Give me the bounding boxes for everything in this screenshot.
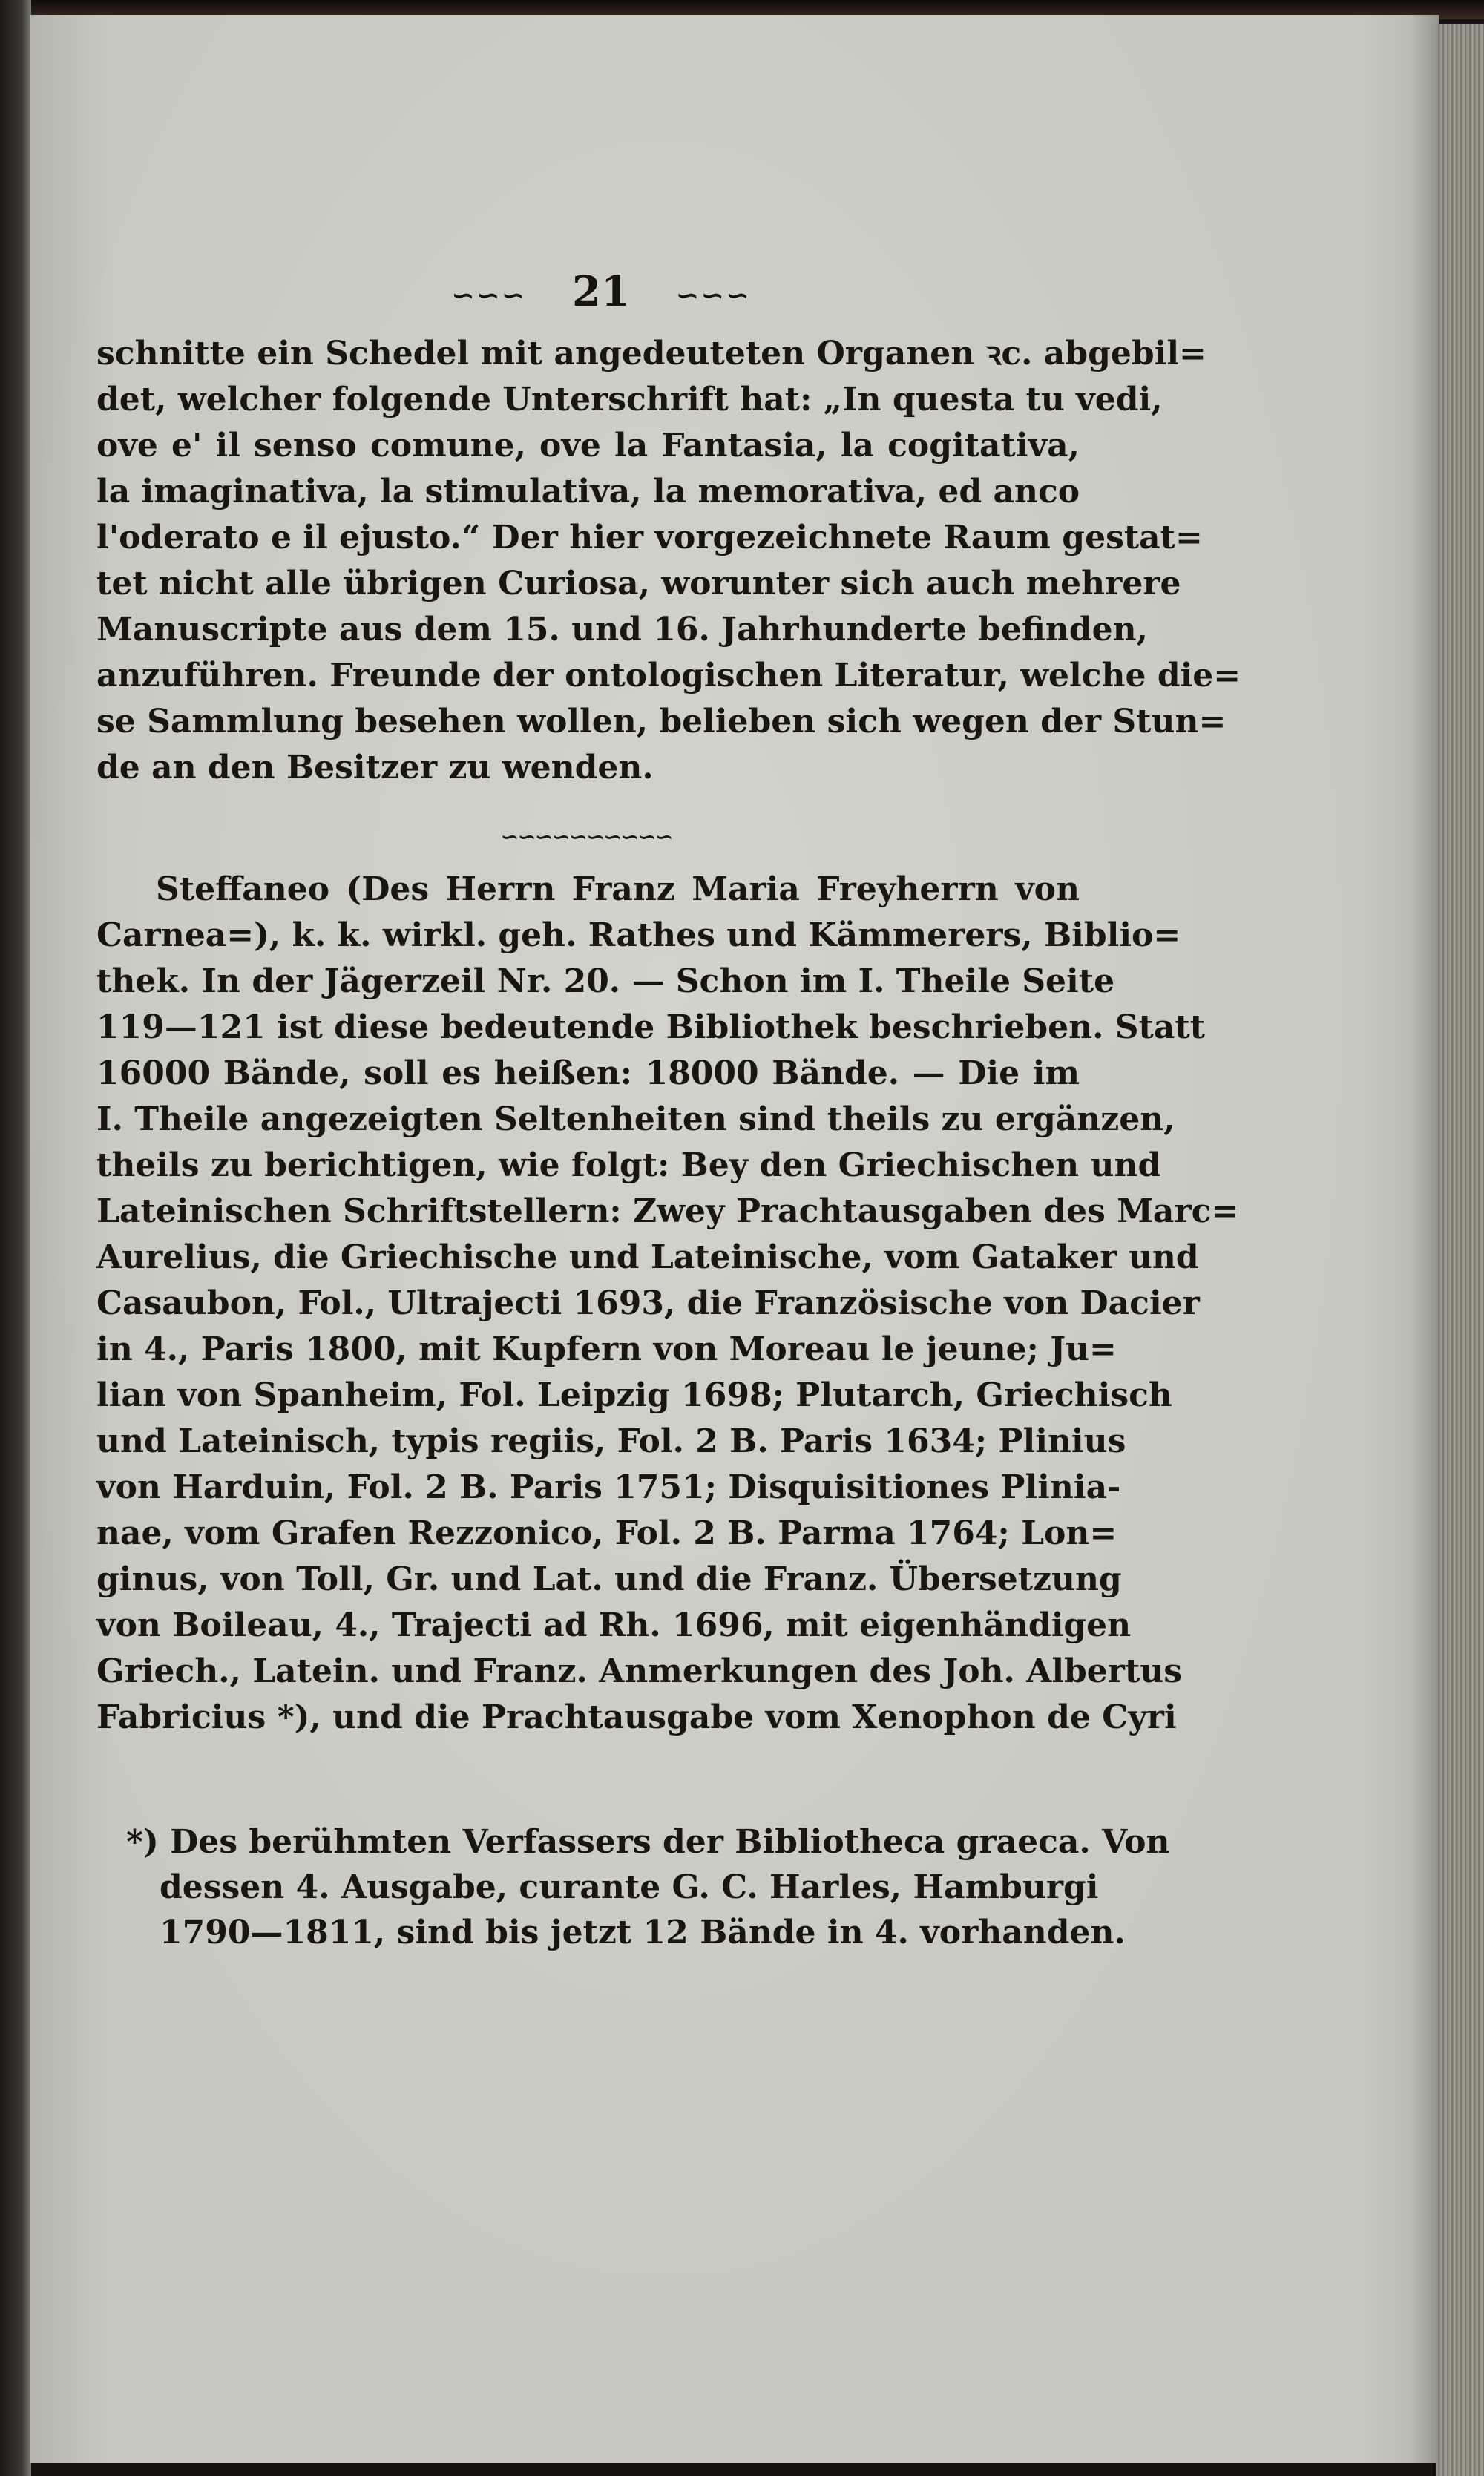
text-line: l'oderato e il ejusto.“ Der hier vorgezeichnete Raum gestat= xyxy=(96,519,1203,556)
text-line: Steffaneo (Des Herrn Franz Maria Freyherrn von xyxy=(156,870,1080,908)
text-line: Casaubon, Fol., Ultrajecti 1693, die Französische von Dacier xyxy=(96,1284,1200,1322)
text-line: von Harduin, Fol. 2 B. Paris 1751; Disquisitiones Plinia- xyxy=(96,1468,1121,1506)
text-line: in 4., Paris 1800, mit Kupfern von Moreau le jeune; Ju= xyxy=(96,1330,1117,1368)
text-line: ginus, von Toll, Gr. und Lat. und die Franz. Übersetzung xyxy=(96,1560,1122,1598)
header-ornament-left: ∽∽∽ xyxy=(451,278,527,312)
footnote-line: dessen 4. Ausgabe, curante G. C. Harles, Hamburgi xyxy=(160,1868,1099,1906)
text-line: ove e' il senso comune, ove la Fantasia, la cogitativa, xyxy=(96,427,1080,464)
book-gutter xyxy=(0,0,31,2476)
text-line: nae, vom Grafen Rezzonico, Fol. 2 B. Parma 1764; Lon= xyxy=(96,1514,1117,1552)
text-line: Fabricius *), und die Prachtausgabe vom Xenophon de Cyri xyxy=(96,1698,1177,1736)
page-number: 21 xyxy=(572,267,630,316)
text-line: theils zu berichtigen, wie folgt: Bey den Griechischen und xyxy=(96,1146,1161,1184)
text-line: det, welcher folgende Unterschrift hat: „In questa tu vedi, xyxy=(96,381,1163,418)
paragraph-steffaneo xyxy=(96,867,1239,1741)
text-line: Manuscripte aus dem 15. und 16. Jahrhunderte befinden, xyxy=(96,611,1148,648)
page-edge-shadow xyxy=(1410,15,1439,2463)
text-line: la imaginativa, la stimulativa, la memorativa, ed anco xyxy=(96,473,1080,510)
section-divider: ∽∽∽∽∽∽∽∽∽∽ xyxy=(500,824,672,850)
text-line: Carnea=), k. k. wirkl. geh. Rathes und Kämmerers, Biblio= xyxy=(96,916,1181,954)
footnote xyxy=(96,1819,1170,1955)
text-line: Aurelius, die Griechische und Lateinische, vom Gataker und xyxy=(96,1238,1199,1276)
text-line: schnitte ein Schedel mit angedeuteten Organen ꝛc. abgebil= xyxy=(96,335,1206,372)
text-line: tet nicht alle übrigen Curiosa, worunter sich auch mehrere xyxy=(96,565,1181,602)
text-line: lian von Spanheim, Fol. Leipzig 1698; Plutarch, Griechisch xyxy=(96,1376,1172,1414)
text-line: Lateinischen Schriftstellern: Zwey Prachtausgaben des Marc= xyxy=(96,1192,1239,1230)
text-line: 119—121 ist diese bedeutende Bibliothek beschrieben. Statt xyxy=(96,1008,1206,1046)
text-line: de an den Besitzer zu wenden. xyxy=(96,749,654,787)
text-line: anzuführen. Freunde der ontologischen Literatur, welche die= xyxy=(96,657,1241,694)
paragraph-continued xyxy=(96,331,1241,791)
text-line: I. Theile angezeigten Seltenheiten sind theils zu ergänzen, xyxy=(96,1100,1175,1138)
text-line: und Lateinisch, typis regiis, Fol. 2 B. Paris 1634; Plinius xyxy=(96,1422,1126,1460)
page-header xyxy=(416,267,787,319)
footnote-line: *) Des berühmten Verfassers der Bibliotheca graeca. Von xyxy=(126,1823,1170,1861)
footnote-line: 1790—1811, sind bis jetzt 12 Bände in 4. vorhanden. xyxy=(160,1914,1126,1951)
text-line: von Boileau, 4., Trajecti ad Rh. 1696, mit eigenhändigen xyxy=(96,1606,1132,1644)
header-ornament-right: ∽∽∽ xyxy=(675,278,751,312)
text-line: thek. In der Jägerzeil Nr. 20. — Schon im I. Theile Seite xyxy=(96,962,1115,1000)
page-stack-edges xyxy=(1436,24,1484,2476)
text-line: se Sammlung besehen wollen, belieben sich wegen der Stun= xyxy=(96,703,1227,740)
text-line: 16000 Bände, soll es heißen: 18000 Bände. — Die im xyxy=(96,1054,1080,1092)
text-line: Griech., Latein. und Franz. Anmerkungen des Joh. Albertus xyxy=(96,1652,1183,1690)
